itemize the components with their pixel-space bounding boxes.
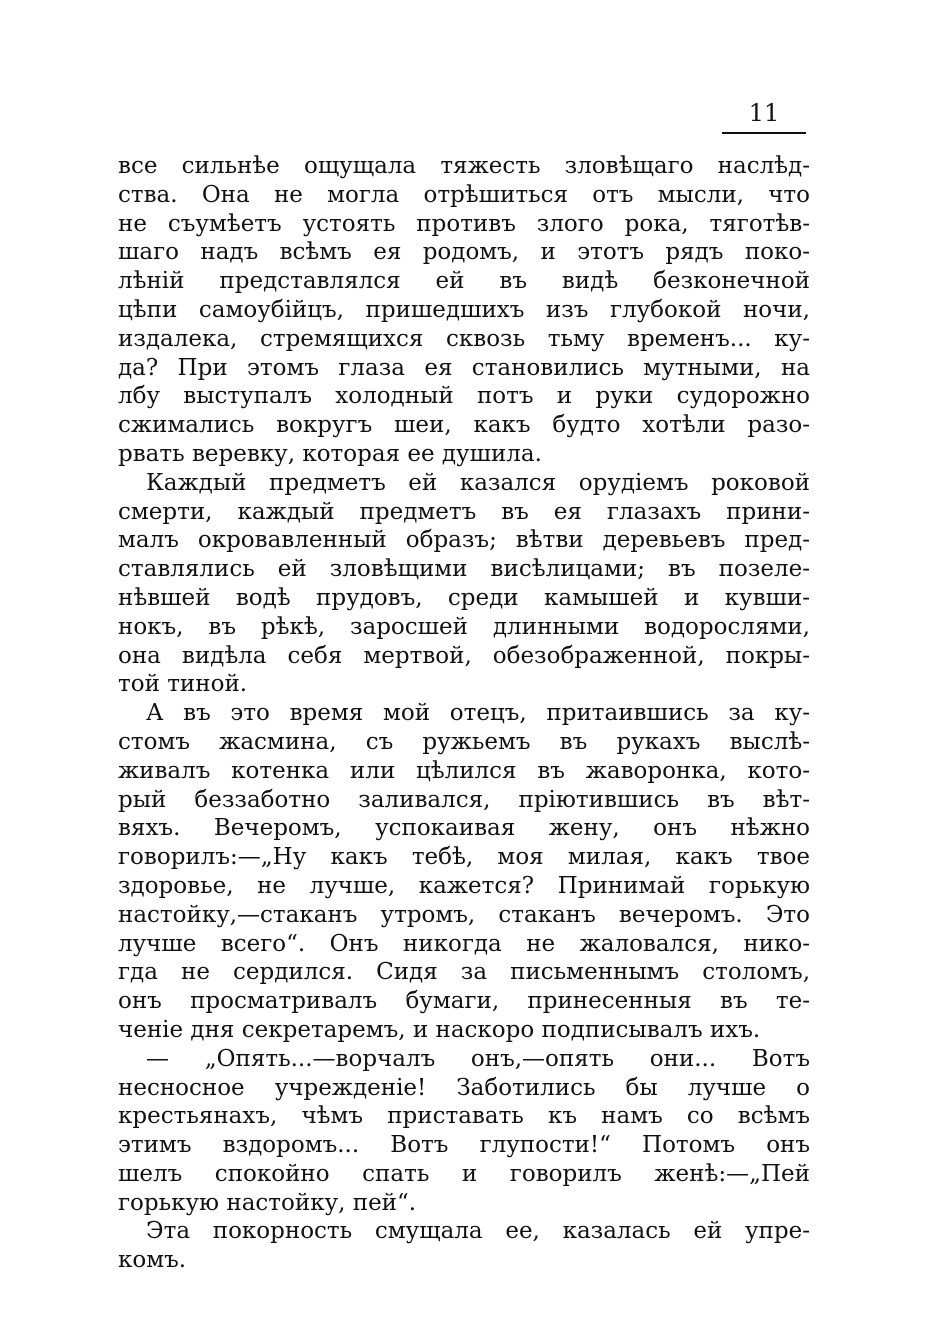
- text-line: шаго надъ всѣмъ ея родомъ, и этотъ рядъ поко-: [118, 239, 810, 266]
- text-line: лучше всего“. Онъ никогда не жаловался, нико-: [118, 930, 810, 957]
- paragraph: [118, 1045, 810, 1218]
- text-line: сжимались вокругъ шеи, какъ будто хотѣли разо-: [118, 412, 810, 439]
- paragraph: [118, 152, 810, 469]
- paragraph: [118, 469, 810, 699]
- text-line: онъ просматривалъ бумаги, принесенныя въ те-: [118, 988, 810, 1015]
- text-line: горькую настойку, пей“.: [118, 1189, 417, 1216]
- text-line: той тиной.: [118, 671, 248, 698]
- text-line: цѣпи самоубійцъ, пришедшихъ изъ глубокой ночи,: [118, 296, 810, 323]
- text-line: ства. Она не могла отрѣшиться отъ мысли, что: [118, 181, 810, 208]
- text-line: крестьянахъ, чѣмъ приставать къ намъ со всѣмъ: [118, 1103, 810, 1130]
- page-number-rule: [722, 132, 806, 134]
- body-text: [118, 152, 810, 1275]
- text-line: этимъ вздоромъ... Вотъ глупости!“ Потомъ онъ: [118, 1132, 810, 1159]
- text-line: все сильнѣе ощущала тяжесть зловѣщаго наслѣд-: [118, 153, 810, 179]
- page-number: 11: [748, 99, 780, 127]
- paragraph: [118, 699, 810, 1045]
- text-line: Эта покорность смущала ее, казалась ей упре-: [146, 1218, 810, 1245]
- text-line: шелъ спокойно спать и говорилъ женѣ:—„Пей: [118, 1160, 810, 1187]
- paragraph: [118, 1217, 810, 1275]
- text-line: издалека, стремящихся сквозь тьму временъ... ку-: [118, 325, 810, 352]
- text-line: комъ.: [118, 1247, 187, 1274]
- text-line: лѣній представлялся ей въ видѣ безконечной: [118, 268, 810, 295]
- text-line: ставлялись ей зловѣщими висѣлицами; въ позеле-: [118, 556, 810, 583]
- text-line: да? При этомъ глаза ея становились мутными, на: [118, 354, 810, 381]
- text-line: она видѣла себя мертвой, обезображенной, покры-: [118, 642, 810, 669]
- text-line: нокъ, въ рѣкѣ, заросшей длинными водорослями,: [118, 613, 810, 640]
- text-line: гда не сердился. Сидя за письменнымъ столомъ,: [118, 959, 810, 986]
- text-line: настойку,—стаканъ утромъ, стаканъ вечеромъ. Это: [118, 901, 810, 928]
- text-line: стомъ жасмина, съ ружьемъ въ рукахъ выслѣ-: [118, 728, 810, 755]
- text-line: говорилъ:—„Ну какъ тебѣ, моя милая, какъ твое: [118, 844, 810, 871]
- text-line: лбу выступалъ холодный потъ и руки судорожно: [118, 383, 810, 410]
- text-line: — „Опять...—ворчалъ онъ,—опять они... Вотъ: [146, 1045, 810, 1072]
- text-line: Каждый предметъ ей казался орудіемъ роковой: [146, 469, 810, 496]
- text-line: несносное учрежденіе! Заботились бы лучше о: [118, 1074, 810, 1101]
- text-line: здоровье, не лучше, кажется? Принимай горькую: [118, 872, 810, 899]
- text-line: малъ окровавленный образъ; вѣтви деревьевъ пред-: [118, 527, 810, 554]
- text-line: рвать веревку, которая ее душила.: [118, 440, 542, 467]
- text-line: живалъ котенка или цѣлился въ жаворонка, кото-: [118, 757, 810, 784]
- text-line: вяхъ. Вечеромъ, успокаивая жену, онъ нѣжно: [118, 815, 810, 842]
- text-line: ченіе дня секретаремъ, и наскоро подписывалъ ихъ.: [118, 1016, 761, 1043]
- text-line: А въ это время мой отецъ, притаившись за ку-: [146, 700, 810, 727]
- text-line: смерти, каждый предметъ въ ея глазахъ прини-: [118, 498, 810, 525]
- text-line: рый беззаботно заливался, пріютившись въ вѣт-: [118, 786, 810, 813]
- text-line: не съумѣетъ устоять противъ злого рока, тяготѣв-: [118, 210, 810, 237]
- text-line: нѣвшей водѣ прудовъ, среди камышей и кувши-: [118, 584, 810, 611]
